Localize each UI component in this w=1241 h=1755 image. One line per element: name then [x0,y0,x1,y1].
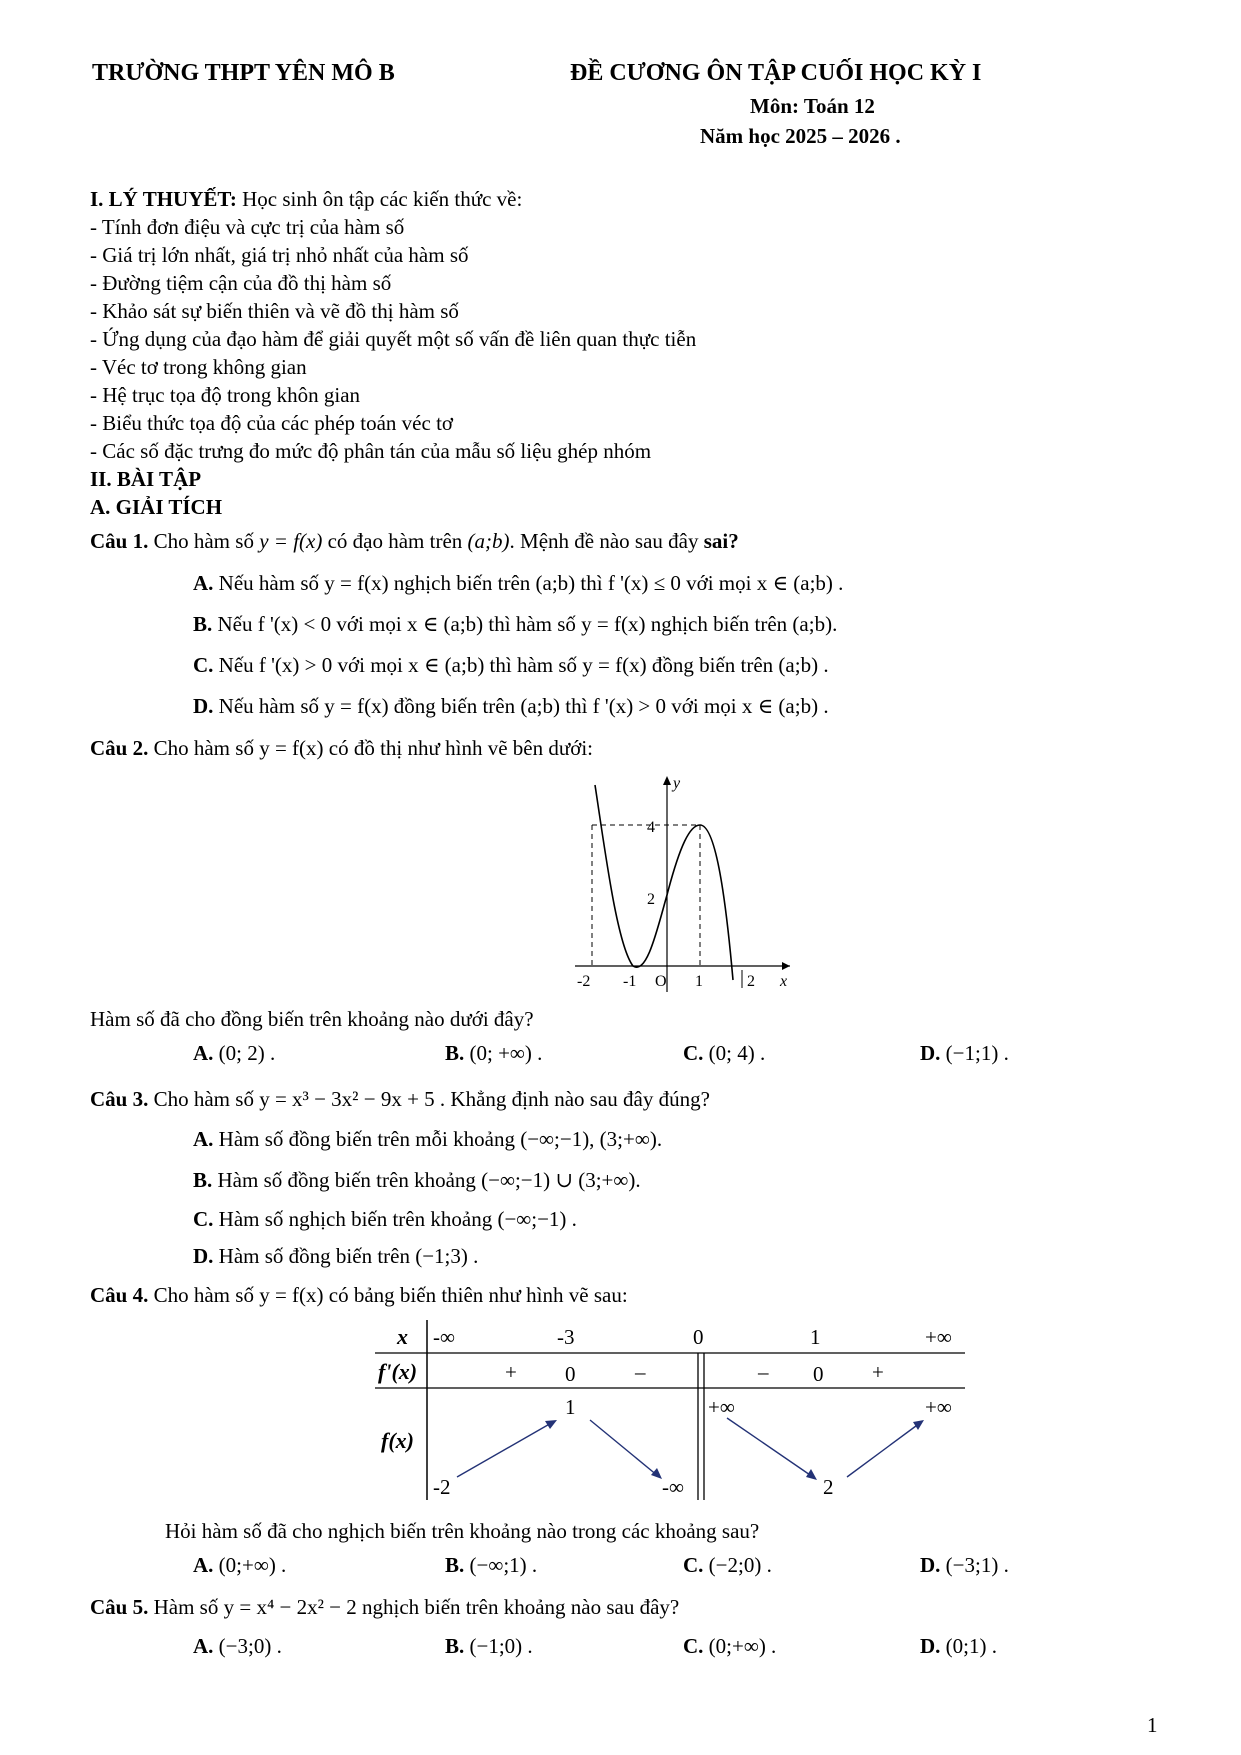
option-label: D. [193,1244,214,1268]
f-value: 2 [823,1475,834,1499]
y-axis-arrow-icon [663,776,671,785]
option-label: C. [193,653,214,677]
arrow-head-icon [651,1468,662,1479]
option-text: (0;+∞) . [213,1553,287,1577]
q4-option-c [683,1552,772,1578]
theory-item: - Đường tiệm cận của đồ thị hàm số [90,271,392,295]
option-label: C. [193,1207,214,1231]
q1-stem-text: . Mệnh đề nào sau đây [509,529,704,553]
x-value: +∞ [925,1325,952,1349]
fprime-sign: + [505,1360,517,1384]
option-text: (−1;0) . [464,1634,533,1658]
option-text: Hàm số nghịch biến trên khoảng (−∞;−1) . [213,1207,577,1231]
theory-intro: Học sinh ôn tập các kiến thức về: [236,187,523,211]
option-text: (0;1) . [940,1634,997,1658]
q4-question: Hỏi hàm số đã cho nghịch biến trên khoảng nào trong các khoảng sau? [165,1519,760,1543]
q4-stem-text: Cho hàm số y = f(x) có bảng biến thiên như hình vẽ sau: [148,1283,628,1307]
q1-label: Câu 1. [90,529,149,553]
option-label: D. [193,694,214,718]
q1-stem [90,528,739,554]
cubic-curve [595,785,733,980]
option-label: B. [445,1041,465,1065]
exercises-heading: II. BÀI TẬP [90,467,202,491]
y-axis-label: y [673,775,681,792]
q5-stem [90,1594,679,1620]
q5-stem-text: Hàm số y = x⁴ − 2x² − 2 nghịch biến trên khoảng nào sau đây? [148,1595,680,1619]
y-tick-label: 2 [647,891,655,908]
table-header-fprime: f'(x) [378,1359,418,1384]
q3-option-a [193,1126,662,1152]
x-tick-label: 1 [695,973,703,990]
y-tick-label: 4 [647,819,655,836]
x-tick-label: -2 [577,973,591,990]
decreasing-arrow [590,1420,658,1476]
option-label: D. [920,1041,941,1065]
q4-option-d [920,1552,1009,1578]
q2-option-c [683,1040,765,1066]
q5-option-a [193,1633,282,1659]
table-header-f: f(x) [381,1428,414,1453]
q4-variation-table [375,1320,975,1505]
q4-stem [90,1282,628,1308]
option-label: B. [445,1553,465,1577]
school-year: Năm học 2025 – 2026 . [700,124,901,148]
increasing-arrow [847,1423,920,1477]
q2-stem [90,735,593,761]
fprime-sign: – [758,1360,769,1384]
option-text: Hàm số đồng biến trên mỗi khoảng (−∞;−1), (3;+∞). [213,1127,663,1151]
decreasing-arrow [727,1418,813,1477]
theory-item: - Ứng dụng của đạo hàm để giải quyết một số vấn đề liên quan thực tiễn [90,327,697,351]
q3-label: Câu 3. [90,1087,149,1111]
q4-option-a [193,1552,286,1578]
subject-line: Môn: Toán 12 [750,94,875,118]
page-number: 1 [1147,1713,1158,1737]
arrow-head-icon [913,1420,924,1430]
q2-option-a [193,1040,275,1066]
option-label: C. [683,1553,704,1577]
q2-function-graph [565,770,795,995]
q1-option-c [193,652,829,678]
q4-label: Câu 4. [90,1283,149,1307]
theory-item: - Khảo sát sự biến thiên và vẽ đồ thị hàm số [90,299,459,323]
f-value: +∞ [925,1395,952,1419]
q1-interval: (a;b) [467,529,510,553]
x-tick-label: 2 [747,973,755,990]
fprime-sign: + [872,1360,884,1384]
q3-option-c [193,1206,577,1232]
f-value: -∞ [662,1475,684,1499]
x-axis-arrow-icon [782,962,790,970]
q4-option-b [445,1552,537,1578]
option-text: (−3;1) . [940,1553,1009,1577]
fprime-sign: 0 [813,1362,824,1386]
q3-option-b [193,1167,641,1193]
option-text: (0;+∞) . [703,1634,777,1658]
x-value: -3 [557,1325,575,1349]
option-text: (−3;0) . [213,1634,282,1658]
f-value: 1 [565,1395,576,1419]
option-label: B. [193,612,213,636]
document-title: ĐỀ CƯƠNG ÔN TẬP CUỐI HỌC KỲ I [570,60,982,86]
option-text: (−1;1) . [940,1041,1009,1065]
q5-label: Câu 5. [90,1595,149,1619]
option-label: A. [193,1634,214,1658]
option-label: A. [193,1127,214,1151]
q2-option-d [920,1040,1009,1066]
option-label: B. [193,1168,213,1192]
q2-label: Câu 2. [90,736,149,760]
q5-option-c [683,1633,776,1659]
option-text: (−∞;1) . [464,1553,538,1577]
option-text: Nếu f '(x) < 0 với mọi x ∈ (a;b) thì hàm số y = f(x) nghịch biến trên (a;b). [212,612,838,636]
q1-function: y = f(x) [259,529,323,553]
x-value: 0 [693,1325,704,1349]
q2-option-b [445,1040,542,1066]
arrow-head-icon [545,1420,557,1429]
q5-option-d [920,1633,997,1659]
origin-label: O [655,973,667,990]
q1-emphasis: sai? [703,529,739,553]
table-header-x: x [397,1324,408,1349]
f-value: -2 [433,1475,451,1499]
theory-item: - Véc tơ trong không gian [90,355,307,379]
q1-stem-text: có đạo hàm trên [322,529,468,553]
theory-item: - Hệ trục tọa độ trong khôn gian [90,383,361,407]
school-name: TRƯỜNG THPT YÊN MÔ B [92,60,395,86]
option-text: (0; 2) . [213,1041,276,1065]
fprime-sign: – [635,1360,646,1384]
option-label: B. [445,1634,465,1658]
option-text: Nếu hàm số y = f(x) đồng biến trên (a;b) thì f '(x) > 0 với mọi x ∈ (a;b) . [213,694,829,718]
x-tick-label: -1 [623,973,637,990]
option-label: D. [920,1634,941,1658]
q1-stem-text: Cho hàm số [148,529,260,553]
x-axis-label: x [780,973,788,990]
fprime-sign: 0 [565,1362,576,1386]
option-label: C. [683,1041,704,1065]
f-value: +∞ [708,1395,735,1419]
option-text: (−2;0) . [703,1553,772,1577]
arrow-head-icon [806,1469,817,1480]
option-label: D. [920,1553,941,1577]
theory-item: - Giá trị lớn nhất, giá trị nhỏ nhất của hàm số [90,243,469,267]
option-text: Nếu f '(x) > 0 với mọi x ∈ (a;b) thì hàm số y = f(x) đồng biến trên (a;b) . [213,653,829,677]
q1-option-a [193,570,843,596]
option-label: A. [193,571,214,595]
option-label: A. [193,1553,214,1577]
q2-question: Hàm số đã cho đồng biến trên khoảng nào dưới đây? [90,1007,534,1031]
increasing-arrow [457,1422,553,1477]
q3-stem-text: Cho hàm số y = x³ − 3x² − 9x + 5 . Khẳng định nào sau đây đúng? [148,1087,710,1111]
option-text: Nếu hàm số y = f(x) nghịch biến trên (a;b) thì f '(x) ≤ 0 với mọi x ∈ (a;b) . [213,571,844,595]
q3-option-d [193,1243,478,1269]
theory-item: - Các số đặc trưng đo mức độ phân tán của mẫu số liệu ghép nhóm [90,439,652,463]
option-text: Hàm số đồng biến trên khoảng (−∞;−1) ∪ (3;+∞). [212,1168,641,1192]
q1-option-d [193,693,829,719]
option-text: (0; 4) . [703,1041,766,1065]
option-label: C. [683,1634,704,1658]
theory-item: - Tính đơn điệu và cực trị của hàm số [90,215,405,239]
option-text: (0; +∞) . [464,1041,543,1065]
theory-heading: I. LÝ THUYẾT: [90,187,237,211]
q5-option-b [445,1633,533,1659]
q1-option-b [193,611,837,637]
theory-item: - Biểu thức tọa độ của các phép toán véc tơ [90,411,454,435]
option-text: Hàm số đồng biến trên (−1;3) . [213,1244,479,1268]
section-analysis-heading: A. GIẢI TÍCH [90,495,223,519]
q3-stem [90,1086,710,1112]
x-value: 1 [810,1325,821,1349]
theory-heading-line [90,186,522,212]
x-value: -∞ [433,1325,455,1349]
q2-stem-text: Cho hàm số y = f(x) có đồ thị như hình vẽ bên dưới: [148,736,594,760]
option-label: A. [193,1041,214,1065]
